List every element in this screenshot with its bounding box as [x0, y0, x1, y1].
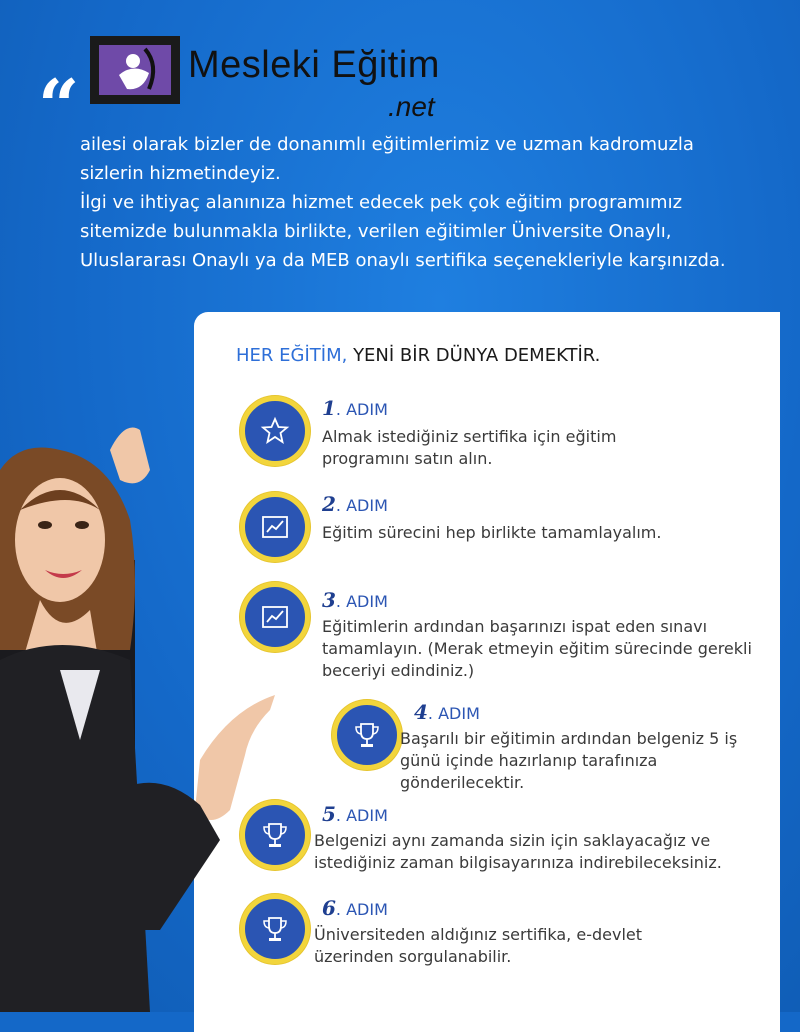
step-text-1: Almak istediğiniz sertifika için eğitim programını satın alın.	[322, 427, 617, 468]
step-label-2: . ADIM	[335, 496, 388, 515]
logo[interactable]	[90, 36, 450, 126]
step-label-3: . ADIM	[335, 592, 388, 611]
step-title-2	[322, 492, 388, 516]
step-number-1: 1	[322, 396, 336, 420]
step-title-4	[414, 700, 480, 724]
intro-paragraph-1: ailesi olarak bizler de donanımlı eğitimlerimiz ve uzman kadromuzla sizlerin hizmetindeyiz.	[80, 134, 694, 184]
step-label-4: . ADIM	[427, 704, 480, 723]
step-text-2: Eğitim sürecini hep birlikte tamamlayalım.	[322, 523, 662, 542]
step-text-6: Üniversiteden aldığınız sertifika, e-devlet üzerinden sorgulanabilir.	[314, 925, 642, 966]
step-number-5: 5	[322, 802, 336, 826]
quote-mark-icon: “	[38, 63, 74, 148]
step-text-3: Eğitimlerin ardından başarınızı ispat eden sınavı tamamlayın. (Merak etmeyin eğitim sürecinde gerekli beceriyi edindiniz.)	[322, 617, 752, 680]
logo-net: .net	[388, 91, 435, 122]
intro-paragraph-2: İlgi ve ihtiyaç alanınıza hizmet edecek pek çok eğitim programımız sitemizde bulunmakla birlikte, verilen eğitimler Üniversite Onaylı, Uluslararası Onaylı ya da MEB onaylı sertifika seçenekleriyle karşınızda.	[80, 192, 726, 271]
logo-mark	[90, 36, 180, 104]
step-title-5	[322, 802, 388, 826]
step-title-1	[322, 396, 388, 420]
step-label-5: . ADIM	[335, 806, 388, 825]
headline	[236, 345, 600, 366]
step-label-6: . ADIM	[335, 900, 388, 919]
intro-text	[80, 130, 760, 275]
step-label-1: . ADIM	[335, 400, 388, 419]
step-number-6: 6	[322, 896, 336, 920]
step-number-3: 3	[322, 588, 336, 612]
step-text-5: Belgenizi aynı zamanda sizin için saklayacağız ve istediğiniz zaman bilgisayarınıza indirebileceksiniz.	[314, 831, 722, 872]
step-text-4: Başarılı bir eğitimin ardından belgeniz 5 iş günü içinde hazırlanıp tarafınıza gönderilecektir.	[400, 729, 738, 792]
step-number-2: 2	[322, 492, 336, 516]
headline-accent: HER EĞİTİM,	[236, 345, 348, 366]
step-title-6	[322, 896, 388, 920]
step-number-4: 4	[414, 700, 428, 724]
trophy-icon	[332, 700, 402, 770]
headline-rest: YENİ BİR DÜNYA DEMEKTİR.	[353, 345, 601, 366]
woman-pointing-image	[0, 410, 290, 1012]
step-title-3	[322, 588, 388, 612]
logo-text: Mesleki Eğitim	[188, 44, 440, 86]
